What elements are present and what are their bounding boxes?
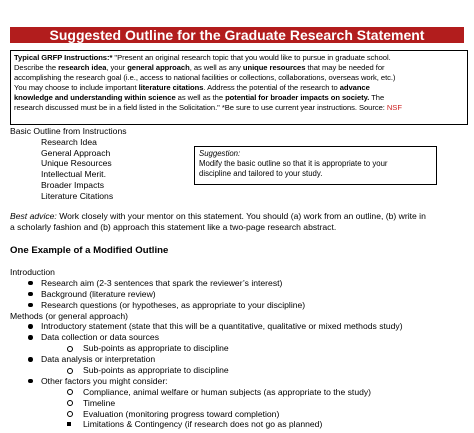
outline-item-text: Background (literature review) <box>41 288 156 299</box>
grfp-instructions-box <box>10 50 468 125</box>
outline-item <box>10 387 403 398</box>
circle-marker-icon <box>67 368 73 374</box>
basic-outline-item: Literature Citations <box>41 190 114 201</box>
basic-outline-item: Broader Impacts <box>41 179 105 190</box>
outline-item-text: Timeline <box>83 397 116 408</box>
outline-item-text: Other factors you might consider: <box>41 375 168 386</box>
square-marker-icon <box>67 422 71 426</box>
outline-item-text: Methods (or general approach) <box>10 310 128 321</box>
best-advice-label: Best advice: <box>10 211 57 221</box>
grfp-text: You may choose to include important <box>14 83 139 92</box>
grfp-text: literature citations <box>138 83 204 92</box>
suggestion-box <box>194 146 437 185</box>
circle-marker-icon <box>67 389 73 395</box>
nsf-source-link[interactable]: NSF <box>386 103 402 112</box>
page-title: Suggested Outline for the Graduate Research Statement <box>10 27 464 43</box>
outline-item <box>10 343 403 354</box>
suggestion-label: Suggestion: <box>199 149 241 158</box>
grfp-text: that may be needed for <box>305 63 385 72</box>
basic-outline-item: Research Idea <box>41 137 97 147</box>
best-advice-paragraph <box>10 211 468 234</box>
grfp-text: Typical GRFP Instructions:* <box>14 53 113 62</box>
outline-item <box>10 311 403 322</box>
modified-outline <box>10 267 403 430</box>
circle-marker-icon <box>67 400 73 406</box>
basic-outline-item: General Approach <box>41 147 111 158</box>
outline-item <box>10 365 403 376</box>
grfp-line <box>14 83 464 93</box>
grfp-text: , your <box>106 63 128 72</box>
outline-item-text: Introductory statement (state that this will be a quantitative, qualitative or mixed methods study) <box>41 321 403 332</box>
outline-item <box>10 267 403 278</box>
basic-outline-item: Unique Resources <box>41 158 112 169</box>
bullet-marker-icon <box>28 292 33 297</box>
grfp-text: unique resources <box>242 63 306 72</box>
outline-item <box>10 332 403 343</box>
bullet-marker-icon <box>28 357 33 362</box>
grfp-text: general approach <box>127 63 190 72</box>
grfp-line <box>14 63 464 73</box>
outline-item <box>10 354 403 365</box>
outline-item <box>10 419 403 430</box>
modified-outline-heading: One Example of a Modified Outline <box>10 245 169 256</box>
grfp-text: The <box>369 93 385 102</box>
grfp-text: as well as the <box>175 93 226 102</box>
circle-marker-icon <box>67 411 73 417</box>
outline-item-text: Research aim (2-3 sentences that spark the reviewer’s interest) <box>41 277 283 288</box>
bullet-marker-icon <box>28 281 33 286</box>
grfp-line <box>14 93 464 103</box>
best-advice-line1: Work closely with your mentor on this statement. You should (a) work from an outline, (b) write in <box>56 211 426 221</box>
basic-outline-list <box>41 137 113 201</box>
outline-item <box>10 409 403 420</box>
bullet-marker-icon <box>28 379 33 384</box>
grfp-text: research discussed must be in a field listed in the Solicitation." *Be sure to use current year instructions. Source: <box>14 103 387 112</box>
outline-item <box>10 289 403 300</box>
outline-item <box>10 321 403 332</box>
outline-item-text: Compliance, animal welfare or human subjects (as appropriate to the study) <box>83 386 372 397</box>
grfp-text: accomplishing the research goal (i.e., access to national facilities or collections, collaborations, overseas work, etc.) <box>14 73 396 82</box>
basic-outline-heading: Basic Outline from Instructions <box>10 126 127 136</box>
outline-item-text: Limitations & Contingency (if research does not go as planned) <box>83 419 323 430</box>
grfp-line <box>14 53 464 63</box>
best-advice-line2: a scholarly fashion and (b) approach this statement like a two-page research abstract. <box>10 222 337 233</box>
outline-item-text: Sub-points as appropriate to discipline <box>83 343 229 354</box>
grfp-text: . Address the potential of the research to <box>203 83 340 92</box>
suggestion-text-line1: Modify the basic outline so that it is appropriate to your <box>199 159 388 168</box>
grfp-text: knowledge and understanding within science <box>14 93 176 102</box>
outline-item <box>10 398 403 409</box>
circle-marker-icon <box>67 346 73 352</box>
bullet-marker-icon <box>28 324 33 329</box>
outline-item <box>10 376 403 387</box>
outline-item <box>10 300 403 311</box>
outline-item-text: Sub-points as appropriate to discipline <box>83 365 229 376</box>
grfp-text: potential for broader impacts on society. <box>225 93 370 102</box>
outline-item-text: Data collection or data sources <box>41 332 159 343</box>
grfp-text: advance <box>339 83 370 92</box>
outline-item-text: Research questions (or hypotheses, as appropriate to your discipline) <box>41 299 306 310</box>
grfp-text: research idea <box>58 63 107 72</box>
outline-item-text: Data analysis or interpretation <box>41 354 156 365</box>
suggestion-text-line2: discipline and tailored to your study. <box>199 169 323 178</box>
grfp-text: "Present an original research topic that you would like to pursue in graduate school. <box>112 53 391 62</box>
bullet-marker-icon <box>28 303 33 308</box>
outline-item-text: Introduction <box>10 267 55 277</box>
bullet-marker-icon <box>28 335 33 340</box>
grfp-text: , as well as any <box>189 63 243 72</box>
outline-item <box>10 278 403 289</box>
grfp-line <box>14 73 464 83</box>
grfp-text: Describe the <box>14 63 59 72</box>
outline-item-text: Evaluation (monitoring progress toward completion) <box>83 408 280 419</box>
grfp-line <box>14 103 464 113</box>
basic-outline-item: Intellectual Merit. <box>41 169 106 180</box>
